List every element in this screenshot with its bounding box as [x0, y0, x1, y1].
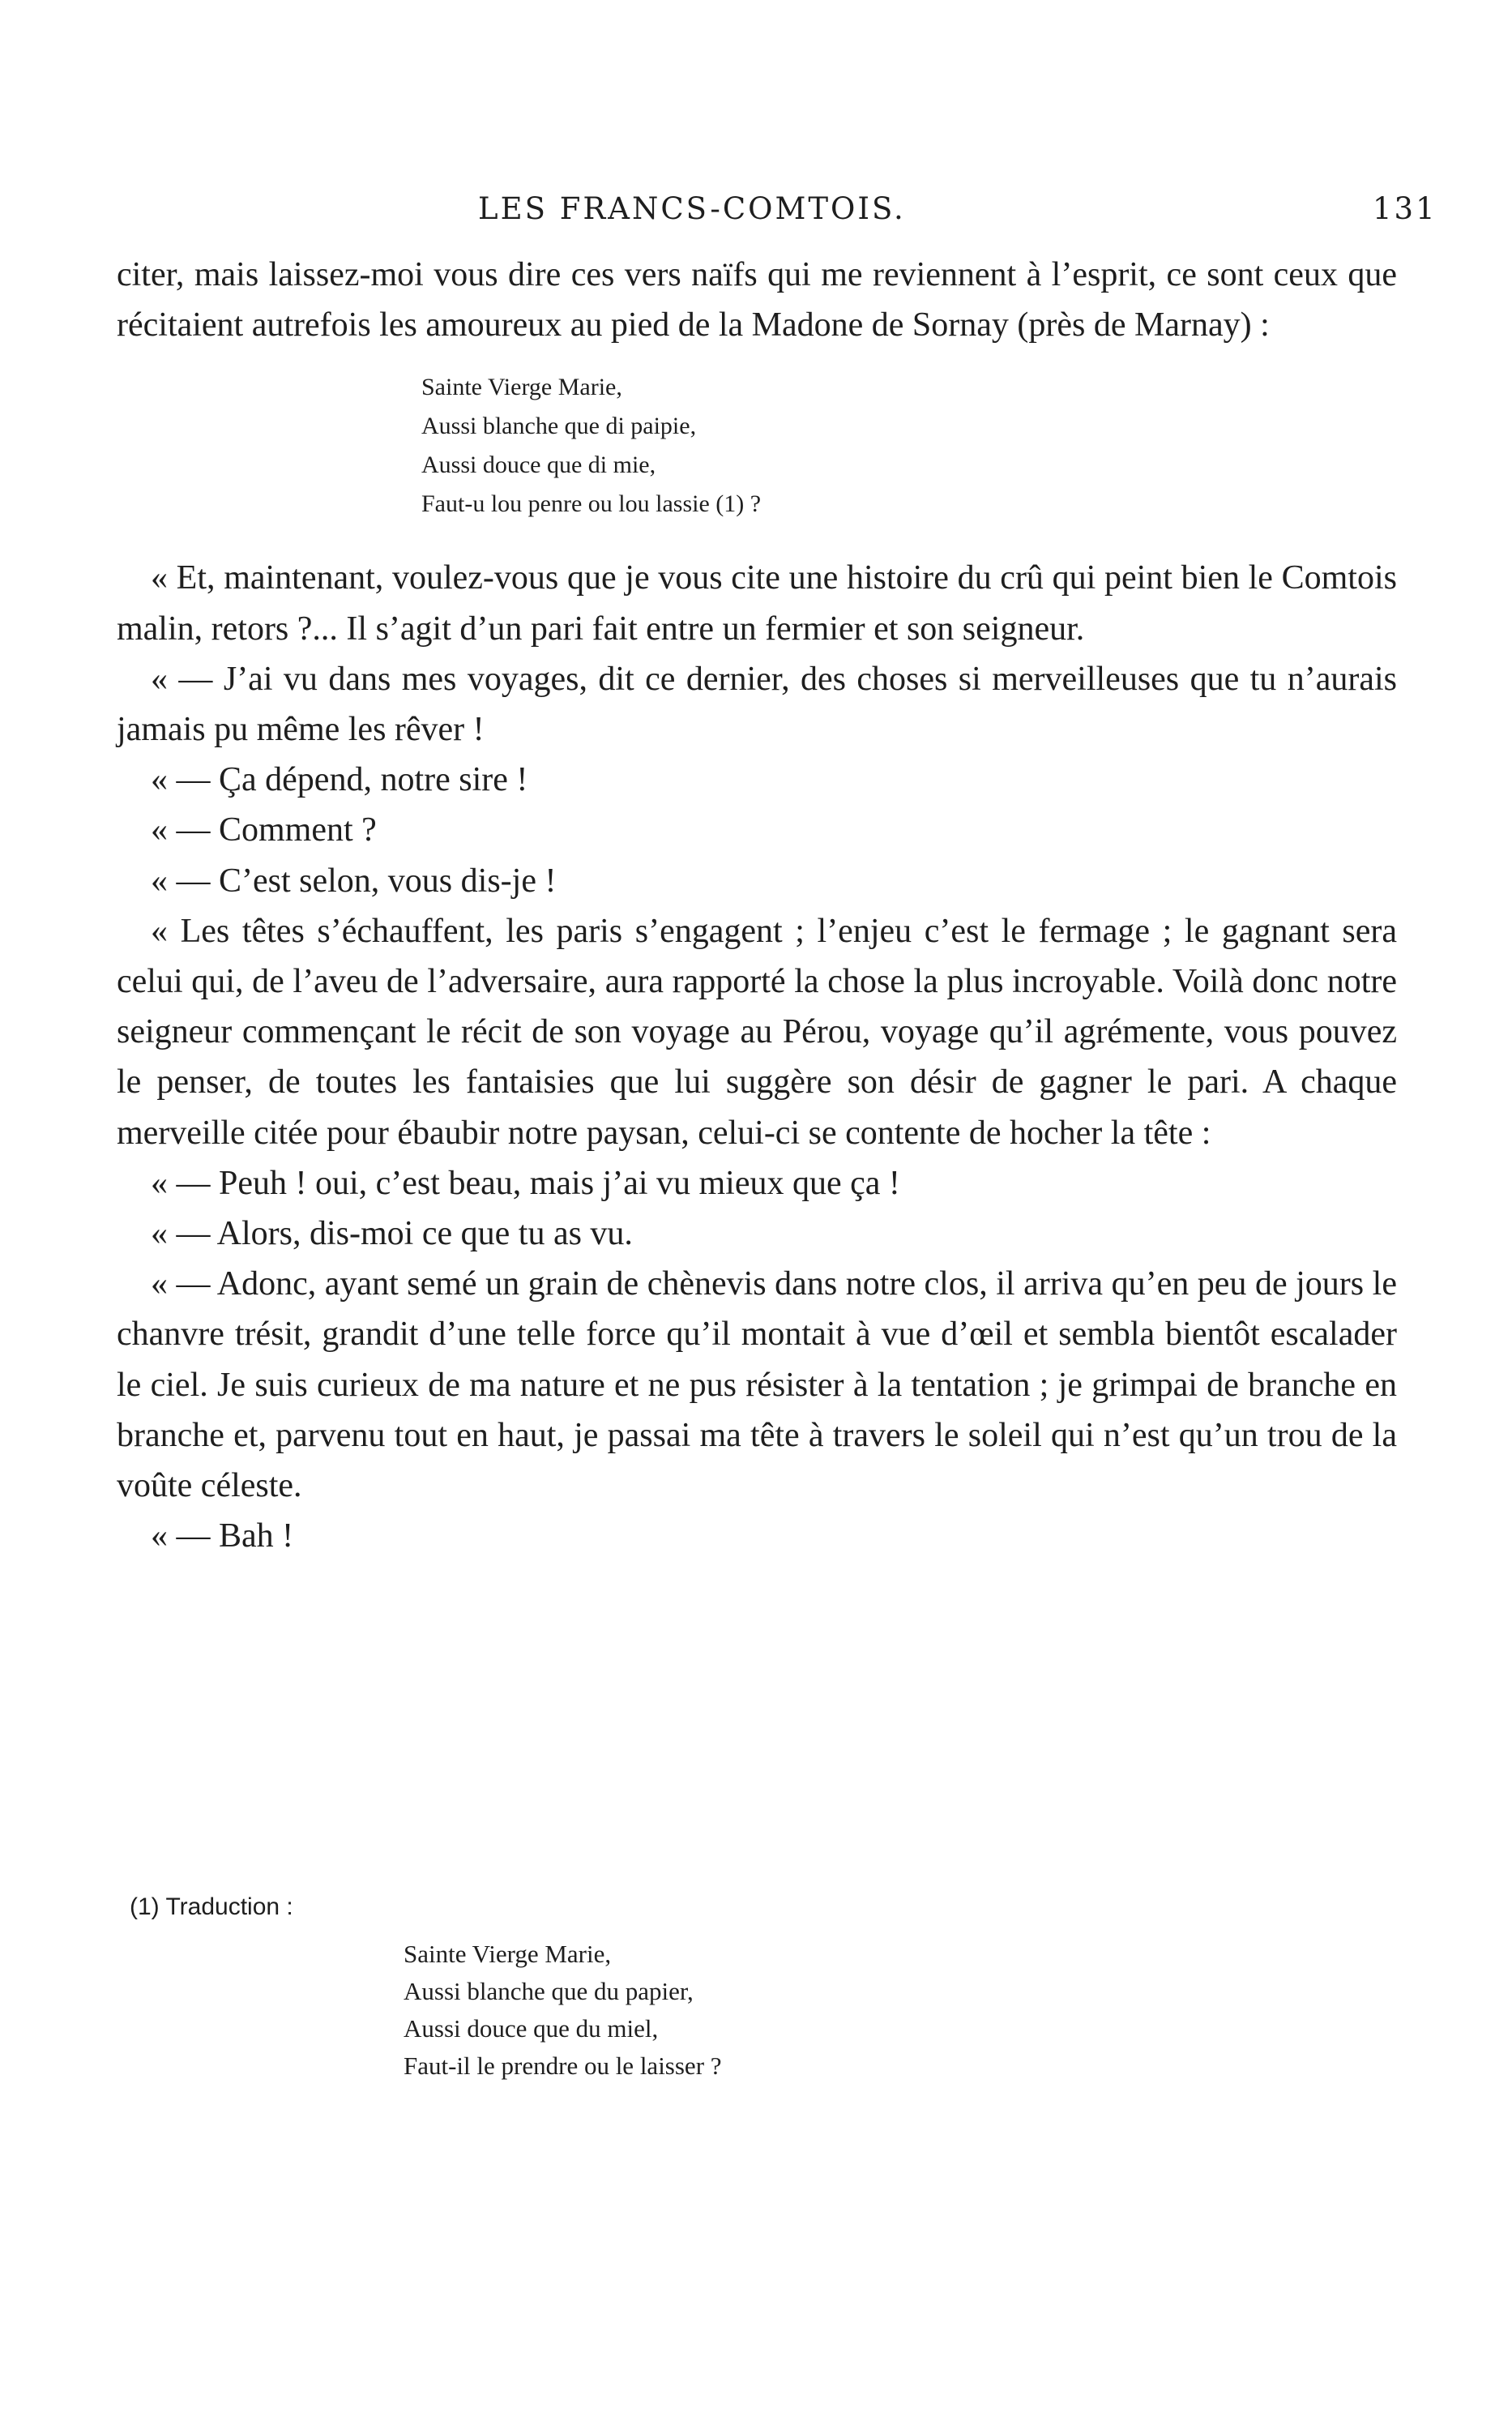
- paragraph: « — Bah !: [151, 1517, 294, 1555]
- running-header: [0, 191, 1512, 240]
- paragraph: « — Adonc, ayant semé un grain de chènevis dans notre clos, il arriva qu’en peu de jours le chanvre trésit, grandit d’une telle force qu’il montait à vue d’œil et sembla bientôt escalader le ciel. Je suis curieux de ma nature et ne pus résister à la tentation ; je grimpai de branche en branche et, parvenu tout en haut, je passai ma tête à travers le soleil qui n’est qu’un trou de la voûte céleste.: [117, 1265, 1397, 1505]
- paragraph: « — Alors, dis-moi ce que tu as vu.: [151, 1215, 633, 1253]
- verse-line: Aussi douce que di mie,: [421, 451, 656, 479]
- verse-line: Faut-il le prendre ou le laisser ?: [404, 2051, 722, 2080]
- footnote-label: (1) Traduction :: [130, 1893, 293, 1920]
- footnote: [130, 1889, 1394, 2085]
- paragraph: « — C’est selon, vous dis-je !: [151, 862, 557, 900]
- paragraph: « — Ça dépend, notre sire !: [151, 761, 528, 799]
- verse-line: Aussi blanche que di paipie,: [421, 413, 697, 440]
- verse-line: Aussi douce que du miel,: [404, 2014, 659, 2043]
- dialect-verse: [117, 368, 1397, 524]
- opening-paragraph: citer, mais laissez-moi vous dire ces vers naïfs qui me reviennent à l’esprit, ce sont ceux que récitaient autrefois les amoureux au pied de la Madone de Sornay (près de Marnay) :: [117, 256, 1397, 344]
- paragraph: « — Comment ?: [151, 811, 377, 849]
- page-number: 131: [1373, 191, 1437, 226]
- running-title: LES FRANCS-COMTOIS.: [478, 191, 906, 226]
- paragraph: « Et, maintenant, voulez-vous que je vous cite une histoire du crû qui peint bien le Comtois malin, retors ?... Il s’agit d’un pari fait entre un fermier et son seigneur.: [117, 559, 1397, 648]
- verse-line: Faut-u lou penre ou lou lassie (1) ?: [421, 490, 762, 518]
- verse-line: Aussi blanche que du papier,: [404, 1977, 694, 2005]
- paragraph: « — Peuh ! oui, c’est beau, mais j’ai vu mieux que ça !: [151, 1164, 900, 1202]
- paragraph: « Les têtes s’échauffent, les paris s’engagent ; l’enjeu c’est le fermage ; le gagnant sera celui qui, de l’aveu de l’adversaire, aura rapporté la chose la plus incroyable. Voilà donc notre seigneur commençant le récit de son voyage au Pérou, voyage qu’il agrémente, vous pouvez le penser, de toutes les fantaisies que lui suggère son désir de gagner le pari. A chaque merveille citée pour ébaubir notre paysan, celui-ci se contente de hocher la tête :: [117, 912, 1397, 1152]
- main-text: [117, 250, 1397, 1561]
- paragraph: « — J’ai vu dans mes voyages, dit ce dernier, des choses si merveilleuses que tu n’aurais jamais pu même les rêver !: [117, 660, 1397, 749]
- footnote-translation-verse: [130, 1936, 1394, 2085]
- verse-line: Sainte Vierge Marie,: [404, 1940, 612, 1968]
- verse-line: Sainte Vierge Marie,: [421, 374, 622, 401]
